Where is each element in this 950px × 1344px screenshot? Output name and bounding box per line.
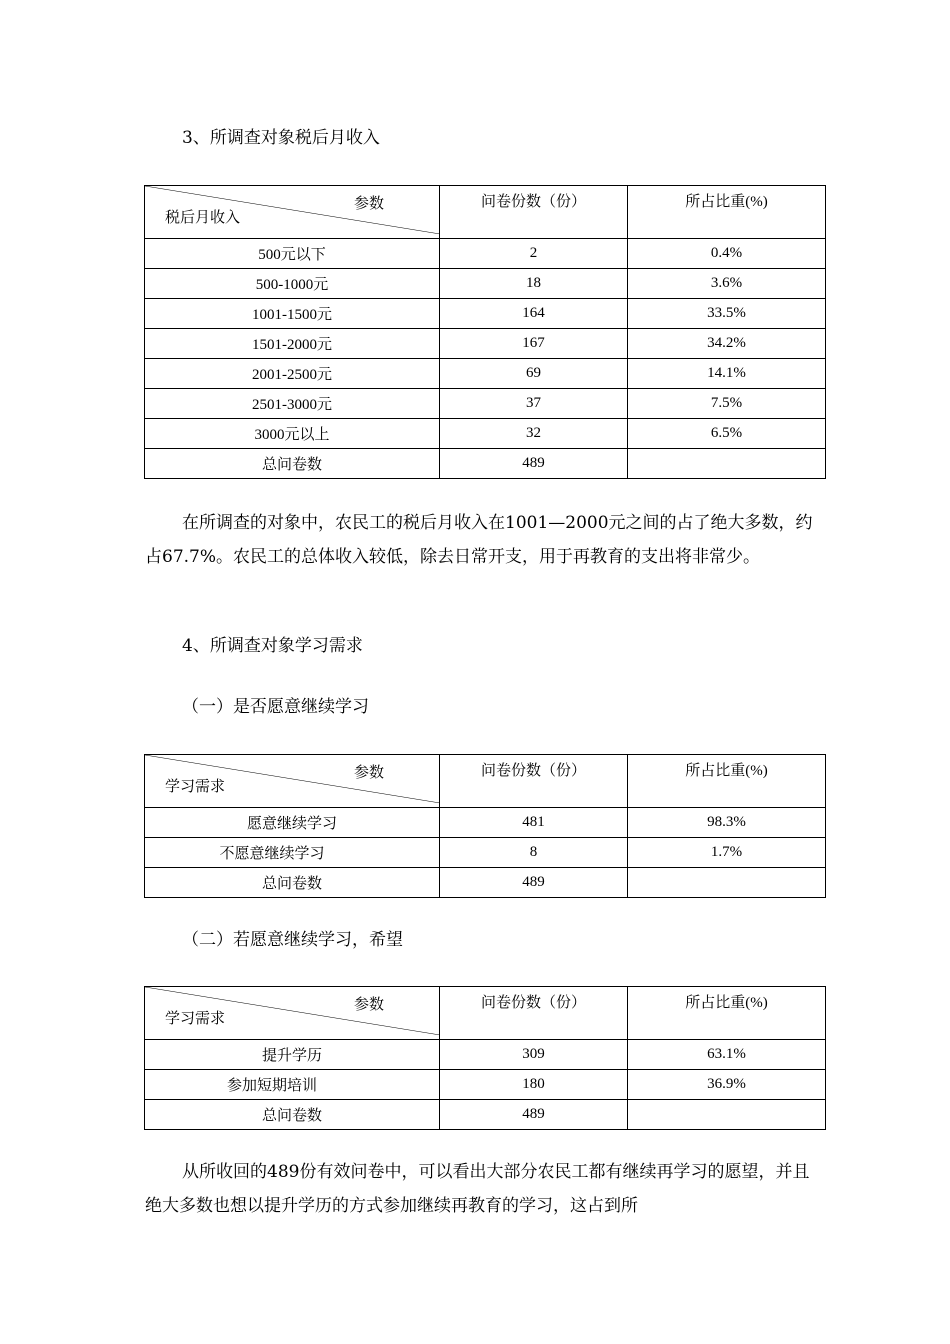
row-label-cell (145, 838, 440, 868)
total-percent-empty (628, 868, 826, 898)
column-header-percent: 所占比重(%) (628, 186, 826, 239)
row-percent: 0.4% (628, 239, 826, 269)
row-label: 500元以下 (145, 239, 440, 269)
table-total-row (145, 1100, 826, 1130)
row-count: 69 (440, 359, 628, 389)
column-header-percent: 所占比重(%) (628, 987, 826, 1040)
row-count: 18 (440, 269, 628, 299)
diagonal-header-cell (145, 755, 440, 808)
total-count: 489 (440, 1100, 628, 1130)
row-count: 2 (440, 239, 628, 269)
section-4-heading: 4、所调查对象学习需求 (182, 636, 363, 656)
table-row (145, 269, 826, 299)
table-row (145, 838, 826, 868)
table-total-row (145, 868, 826, 898)
table-row (145, 419, 826, 449)
paragraph-text: 从所收回的489份有效问卷中，可以看出大部分农民工都有继续再学习的愿望，并且绝大多数也想以提升学历的方式参加继续再教育的学习，这占到所 (145, 1162, 810, 1216)
table-row (145, 359, 826, 389)
row-count: 164 (440, 299, 628, 329)
row-percent: 3.6% (628, 269, 826, 299)
diag-header-top: 参数 (353, 765, 384, 781)
row-percent: 63.1% (628, 1040, 826, 1070)
income-table (144, 185, 826, 479)
learning-preference-table (144, 986, 826, 1130)
row-label: 3000元以上 (145, 419, 440, 449)
row-percent: 36.9% (628, 1070, 826, 1100)
table-row (145, 299, 826, 329)
row-percent: 7.5% (628, 389, 826, 419)
table-header-row (145, 987, 826, 1040)
row-label: 500-1000元 (145, 269, 440, 299)
total-count: 489 (440, 868, 628, 898)
diag-header-bottom: 税后月收入 (165, 210, 241, 226)
row-label: 参加短期培训 (226, 1078, 317, 1094)
row-count: 8 (440, 838, 628, 868)
total-label: 总问卷数 (145, 449, 440, 479)
table-row (145, 239, 826, 269)
row-label: 2501-3000元 (145, 389, 440, 419)
table-row (145, 329, 826, 359)
row-percent: 98.3% (628, 808, 826, 838)
row-count: 180 (440, 1070, 628, 1100)
row-label: 1501-2000元 (145, 329, 440, 359)
row-count: 37 (440, 389, 628, 419)
row-percent: 33.5% (628, 299, 826, 329)
row-label-cell (145, 1070, 440, 1100)
column-header-count: 问卷份数（份） (440, 987, 628, 1040)
diag-header-bottom: 学习需求 (165, 1011, 226, 1027)
column-header-count: 问卷份数（份） (440, 755, 628, 808)
paragraph-text: 在所调查的对象中，农民工的税后月收入在1001—2000元之间的占了绝大多数，约占67.7%。农民工的总体收入较低，除去日常开支，用于再教育的支出将非常少。 (145, 513, 813, 567)
diag-header-top: 参数 (353, 997, 384, 1013)
row-count: 32 (440, 419, 628, 449)
table-row (145, 1070, 826, 1100)
total-percent-empty (628, 1100, 826, 1130)
row-label: 2001-2500元 (145, 359, 440, 389)
table-row (145, 808, 826, 838)
income-paragraph (145, 506, 825, 574)
row-percent: 6.5% (628, 419, 826, 449)
column-header-percent: 所占比重(%) (628, 755, 826, 808)
total-count: 489 (440, 449, 628, 479)
table-row (145, 1040, 826, 1070)
subsection-1-heading: （一）是否愿意继续学习 (182, 697, 369, 717)
table-row (145, 389, 826, 419)
row-percent: 14.1% (628, 359, 826, 389)
row-percent: 1.7% (628, 838, 826, 868)
total-label: 总问卷数 (145, 868, 440, 898)
diagonal-header-cell (145, 186, 440, 239)
row-count: 309 (440, 1040, 628, 1070)
diag-header-top: 参数 (353, 196, 384, 212)
table-total-row (145, 449, 826, 479)
row-label: 不愿意继续学习 (219, 846, 325, 862)
diagonal-header-cell (145, 987, 440, 1040)
section-3-heading: 3、所调查对象税后月收入 (182, 128, 380, 148)
column-header-count: 问卷份数（份） (440, 186, 628, 239)
total-percent-empty (628, 449, 826, 479)
row-label: 提升学历 (145, 1040, 440, 1070)
subsection-2-heading: （二）若愿意继续学习，希望 (182, 930, 403, 950)
conclusion-paragraph (145, 1155, 825, 1223)
row-label: 愿意继续学习 (145, 808, 440, 838)
total-label: 总问卷数 (145, 1100, 440, 1130)
table-header-row (145, 755, 826, 808)
row-count: 481 (440, 808, 628, 838)
row-percent: 34.2% (628, 329, 826, 359)
willingness-table (144, 754, 826, 898)
diag-header-bottom: 学习需求 (165, 779, 226, 795)
row-count: 167 (440, 329, 628, 359)
table-header-row (145, 186, 826, 239)
row-label: 1001-1500元 (145, 299, 440, 329)
